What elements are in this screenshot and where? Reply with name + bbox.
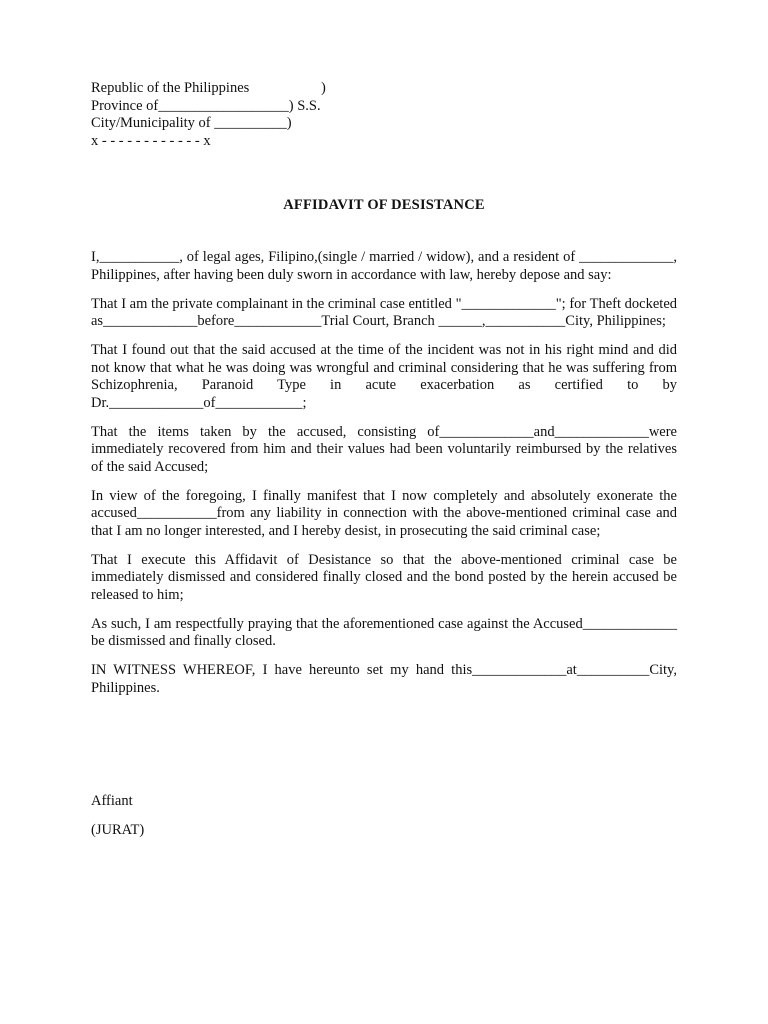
paragraph-witness: IN WITNESS WHEREOF, I have hereunto set my hand this_____________at__________City, Philippines.: [91, 662, 677, 696]
document-title: AFFIDAVIT OF DESISTANCE: [283, 197, 485, 213]
affidavit-body: [91, 249, 677, 709]
caption-line-province: Province of__________________) S.S.: [91, 97, 321, 114]
venue-caption: [91, 80, 326, 150]
paragraph-accused-condition: That I found out that the said accused at the time of the incident was not in his right mind and did not know that what he was doing was wrongful and criminal considering that he was suffering from Schizophrenia, Paranoid Type in acute exacerbation as certified to by Dr._____________of____________;: [91, 342, 677, 411]
jurat-label: (JURAT): [91, 822, 145, 838]
paragraph-exoneration: In view of the foregoing, I finally manifest that I now completely and absolutely exonerate the accused___________from any liability in connection with the above-mentioned criminal case and that I am no longer interested, and I hereby desist, in prosecuting the said criminal case;: [91, 487, 677, 539]
caption-republic-paren: ): [321, 80, 326, 96]
paragraph-items-recovered: That the items taken by the accused, consisting of_____________and_____________were immediately recovered from him and their values had been voluntarily reimbursed by the relatives of the said Accused;: [91, 423, 677, 475]
paragraph-affiant-intro: I,___________, of legal ages, Filipino,(single / married / widow), and a resident of _____________, Philippines, after having been duly sworn in accordance with law, hereby depose and say:: [91, 249, 677, 283]
caption-line-republic: [91, 80, 326, 98]
affiant-label: Affiant: [91, 793, 133, 809]
caption-line-city: City/Municipality of __________): [91, 115, 292, 131]
signature-block: [91, 793, 144, 851]
paragraph-complainant: That I am the private complainant in the criminal case entitled "_____________"; for Theft docketed as_____________before____________Trial Court, Branch ______,___________City, Philippines;: [91, 295, 677, 329]
paragraph-purpose: That I execute this Affidavit of Desistance so that the above-mentioned criminal case be immediately dismissed and considered finally closed and the bond posted by the herein accused be released to him;: [91, 551, 677, 603]
caption-line-divider: x - - - - - - - - - - - - x: [91, 132, 211, 149]
paragraph-prayer: As such, I am respectfully praying that the aforementioned case against the Accused_____________ be dismissed and finally closed.: [91, 615, 677, 649]
caption-republic-text: Republic of the Philippines: [91, 80, 250, 96]
